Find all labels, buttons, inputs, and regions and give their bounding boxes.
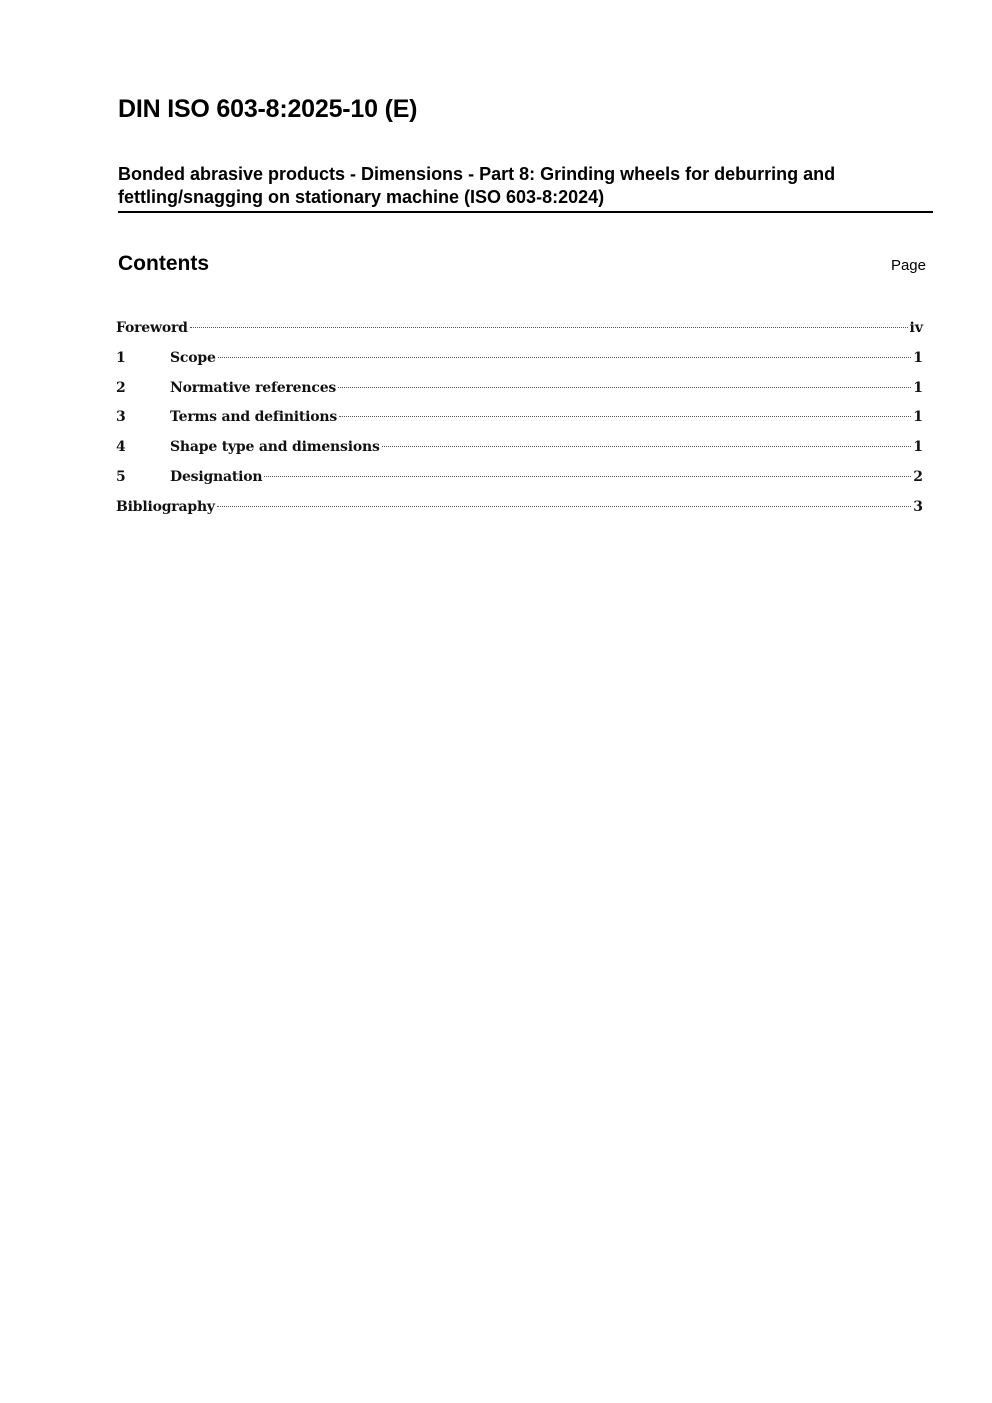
table-of-contents [116,316,923,525]
toc-entry-number: 3 [116,409,126,426]
toc-entry-page: 1 [913,349,923,366]
toc-entry-page: 3 [913,498,923,515]
toc-entry-page: 1 [913,379,923,396]
toc-dot-leader [338,387,911,388]
toc-entry-bibliography[interactable] [116,495,923,525]
toc-entry-label: Bibliography [116,498,215,515]
toc-entry-label: Designation [170,468,263,485]
toc-entry-label: Normative references [170,379,337,396]
toc-entry-shape-type-and-dimensions[interactable] [116,435,923,465]
toc-entry-label: Foreword [116,320,188,336]
toc-dot-leader [339,416,911,417]
toc-entry-number: 1 [116,349,126,366]
toc-dot-leader [217,506,911,507]
toc-entry-label: Terms and definitions [170,409,338,426]
contents-heading: Contents [118,252,209,275]
toc-entry-scope[interactable] [116,346,923,376]
page-column-label: Page [890,257,926,274]
toc-entry-number: 2 [116,379,126,396]
toc-entry-page: 1 [913,439,923,456]
document-title: Bonded abrasive products - Dimensions - Part 8: Grinding wheels for deburring and fettling/snagging on stationary machine (ISO 603-8:2024) [118,163,933,213]
toc-entry-designation[interactable] [116,465,923,495]
toc-entry-terms-and-definitions[interactable] [116,405,923,435]
toc-dot-leader [218,357,912,358]
toc-entry-label: Scope [170,349,216,366]
toc-entry-page: 2 [913,468,923,485]
toc-entry-number: 5 [116,468,126,485]
toc-entry-normative-references[interactable] [116,376,923,406]
toc-entry-page: iv [909,320,923,336]
toc-dot-leader [190,327,908,328]
toc-entry-page: 1 [913,409,923,426]
document-id: DIN ISO 603-8:2025-10 (E) [118,95,418,123]
toc-entry-label: Shape type and dimensions [170,439,380,456]
toc-entry-number: 4 [116,439,126,456]
toc-dot-leader [264,476,911,477]
toc-entry-foreword[interactable] [116,316,923,346]
toc-dot-leader [382,446,912,447]
